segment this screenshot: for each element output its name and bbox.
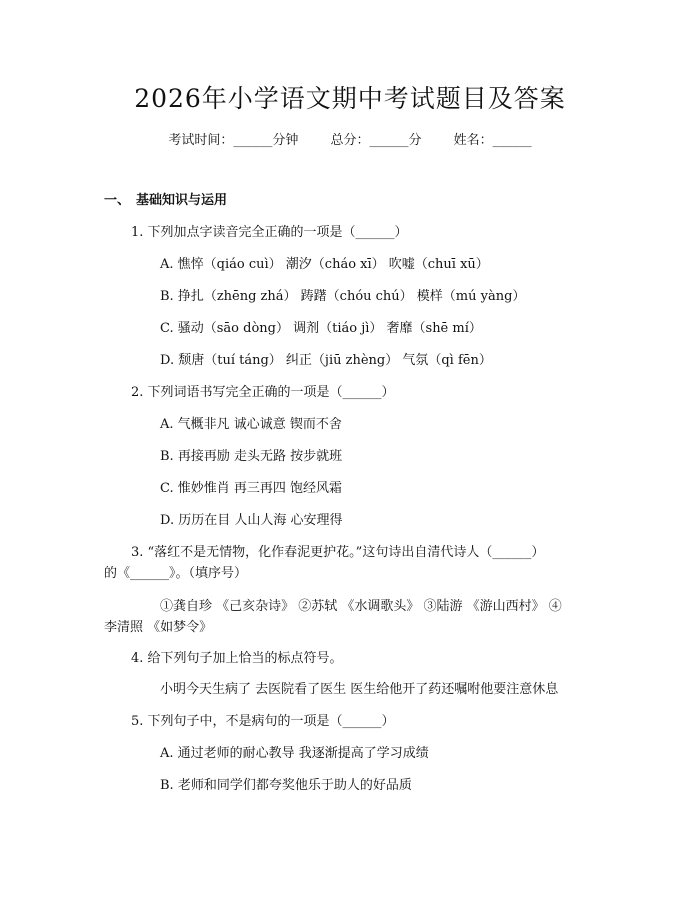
exam-time-unit: 分钟 bbox=[272, 133, 299, 148]
student-name-label: 姓名： bbox=[453, 133, 493, 148]
exam-time-label: 考试时间： bbox=[168, 133, 234, 148]
section-title: 基础知识与运用 bbox=[136, 193, 228, 208]
question-2: 2. 下列词语书写完全正确的一项是（______） bbox=[131, 385, 395, 400]
question-2-option-d: D. 历历在目 人山人海 心安理得 bbox=[160, 513, 343, 528]
question-5-option-b: B. 老师和同学们都夸奖他乐于助人的好品质 bbox=[160, 778, 412, 793]
question-1-option-c: C. 骚动（sāo dòng） 调剂（tiáo jì） 奢靡（shē mí） bbox=[160, 321, 482, 336]
question-1-option-b: B. 挣扎（zhēng zhá） 踌躇（chóu chú） 模样（mú yàng） bbox=[160, 289, 526, 304]
page-title: 2026年小学语文期中考试题目及答案 bbox=[134, 84, 566, 113]
total-score-field bbox=[330, 131, 421, 151]
student-name-blank: ______ bbox=[492, 133, 532, 148]
question-4-sentence: 小明今天生病了 去医院看了医生 医生给他开了药还嘱咐他要注意休息 bbox=[160, 682, 559, 697]
question-3-choices-continuation: 李清照 《如梦令》 bbox=[104, 620, 213, 635]
section-heading bbox=[104, 191, 227, 211]
question-1-option-d: D. 颓唐（tuí táng） 纠正（jiū zhèng） 气氛（qì fēn） bbox=[160, 353, 492, 368]
question-4: 4. 给下列句子加上恰当的标点符号。 bbox=[131, 651, 343, 666]
total-score-blank: ______ bbox=[369, 133, 409, 148]
total-score-label: 总分： bbox=[330, 133, 370, 148]
question-2-option-a: A. 气概非凡 诚心诚意 锲而不舍 bbox=[160, 417, 342, 432]
question-3-continuation: 的《______》。（填序号） bbox=[104, 566, 248, 581]
question-3: 3. “落红不是无情物，化作春泥更护花。”这句诗出自清代诗人（______） bbox=[131, 545, 545, 560]
total-score-unit: 分 bbox=[408, 133, 422, 148]
question-2-option-b: B. 再接再励 走头无路 按步就班 bbox=[160, 449, 343, 464]
exam-time-field bbox=[168, 131, 298, 151]
question-5-option-a: A. 通过老师的耐心教导 我逐渐提高了学习成绩 bbox=[160, 746, 429, 761]
section-number: 一、 bbox=[104, 193, 131, 208]
student-name-field bbox=[454, 131, 532, 151]
question-1-option-a: A. 憔悴（qiáo cuì） 潮汐（cháo xī） 吹嘘（chuī xū） bbox=[160, 257, 489, 272]
exam-header-info bbox=[0, 131, 700, 151]
question-2-option-c: C. 惟妙惟肖 再三再四 饱经风霜 bbox=[160, 481, 343, 496]
exam-time-blank: ______ bbox=[233, 133, 273, 148]
question-1: 1. 下列加点字读音完全正确的一项是（______） bbox=[131, 225, 408, 240]
question-5: 5. 下列句子中，不是病句的一项是（______） bbox=[131, 714, 395, 729]
question-3-choices: ①龚自珍 《己亥杂诗》 ②苏轼 《水调歌头》 ③陆游 《游山西村》 ④ bbox=[160, 599, 562, 614]
